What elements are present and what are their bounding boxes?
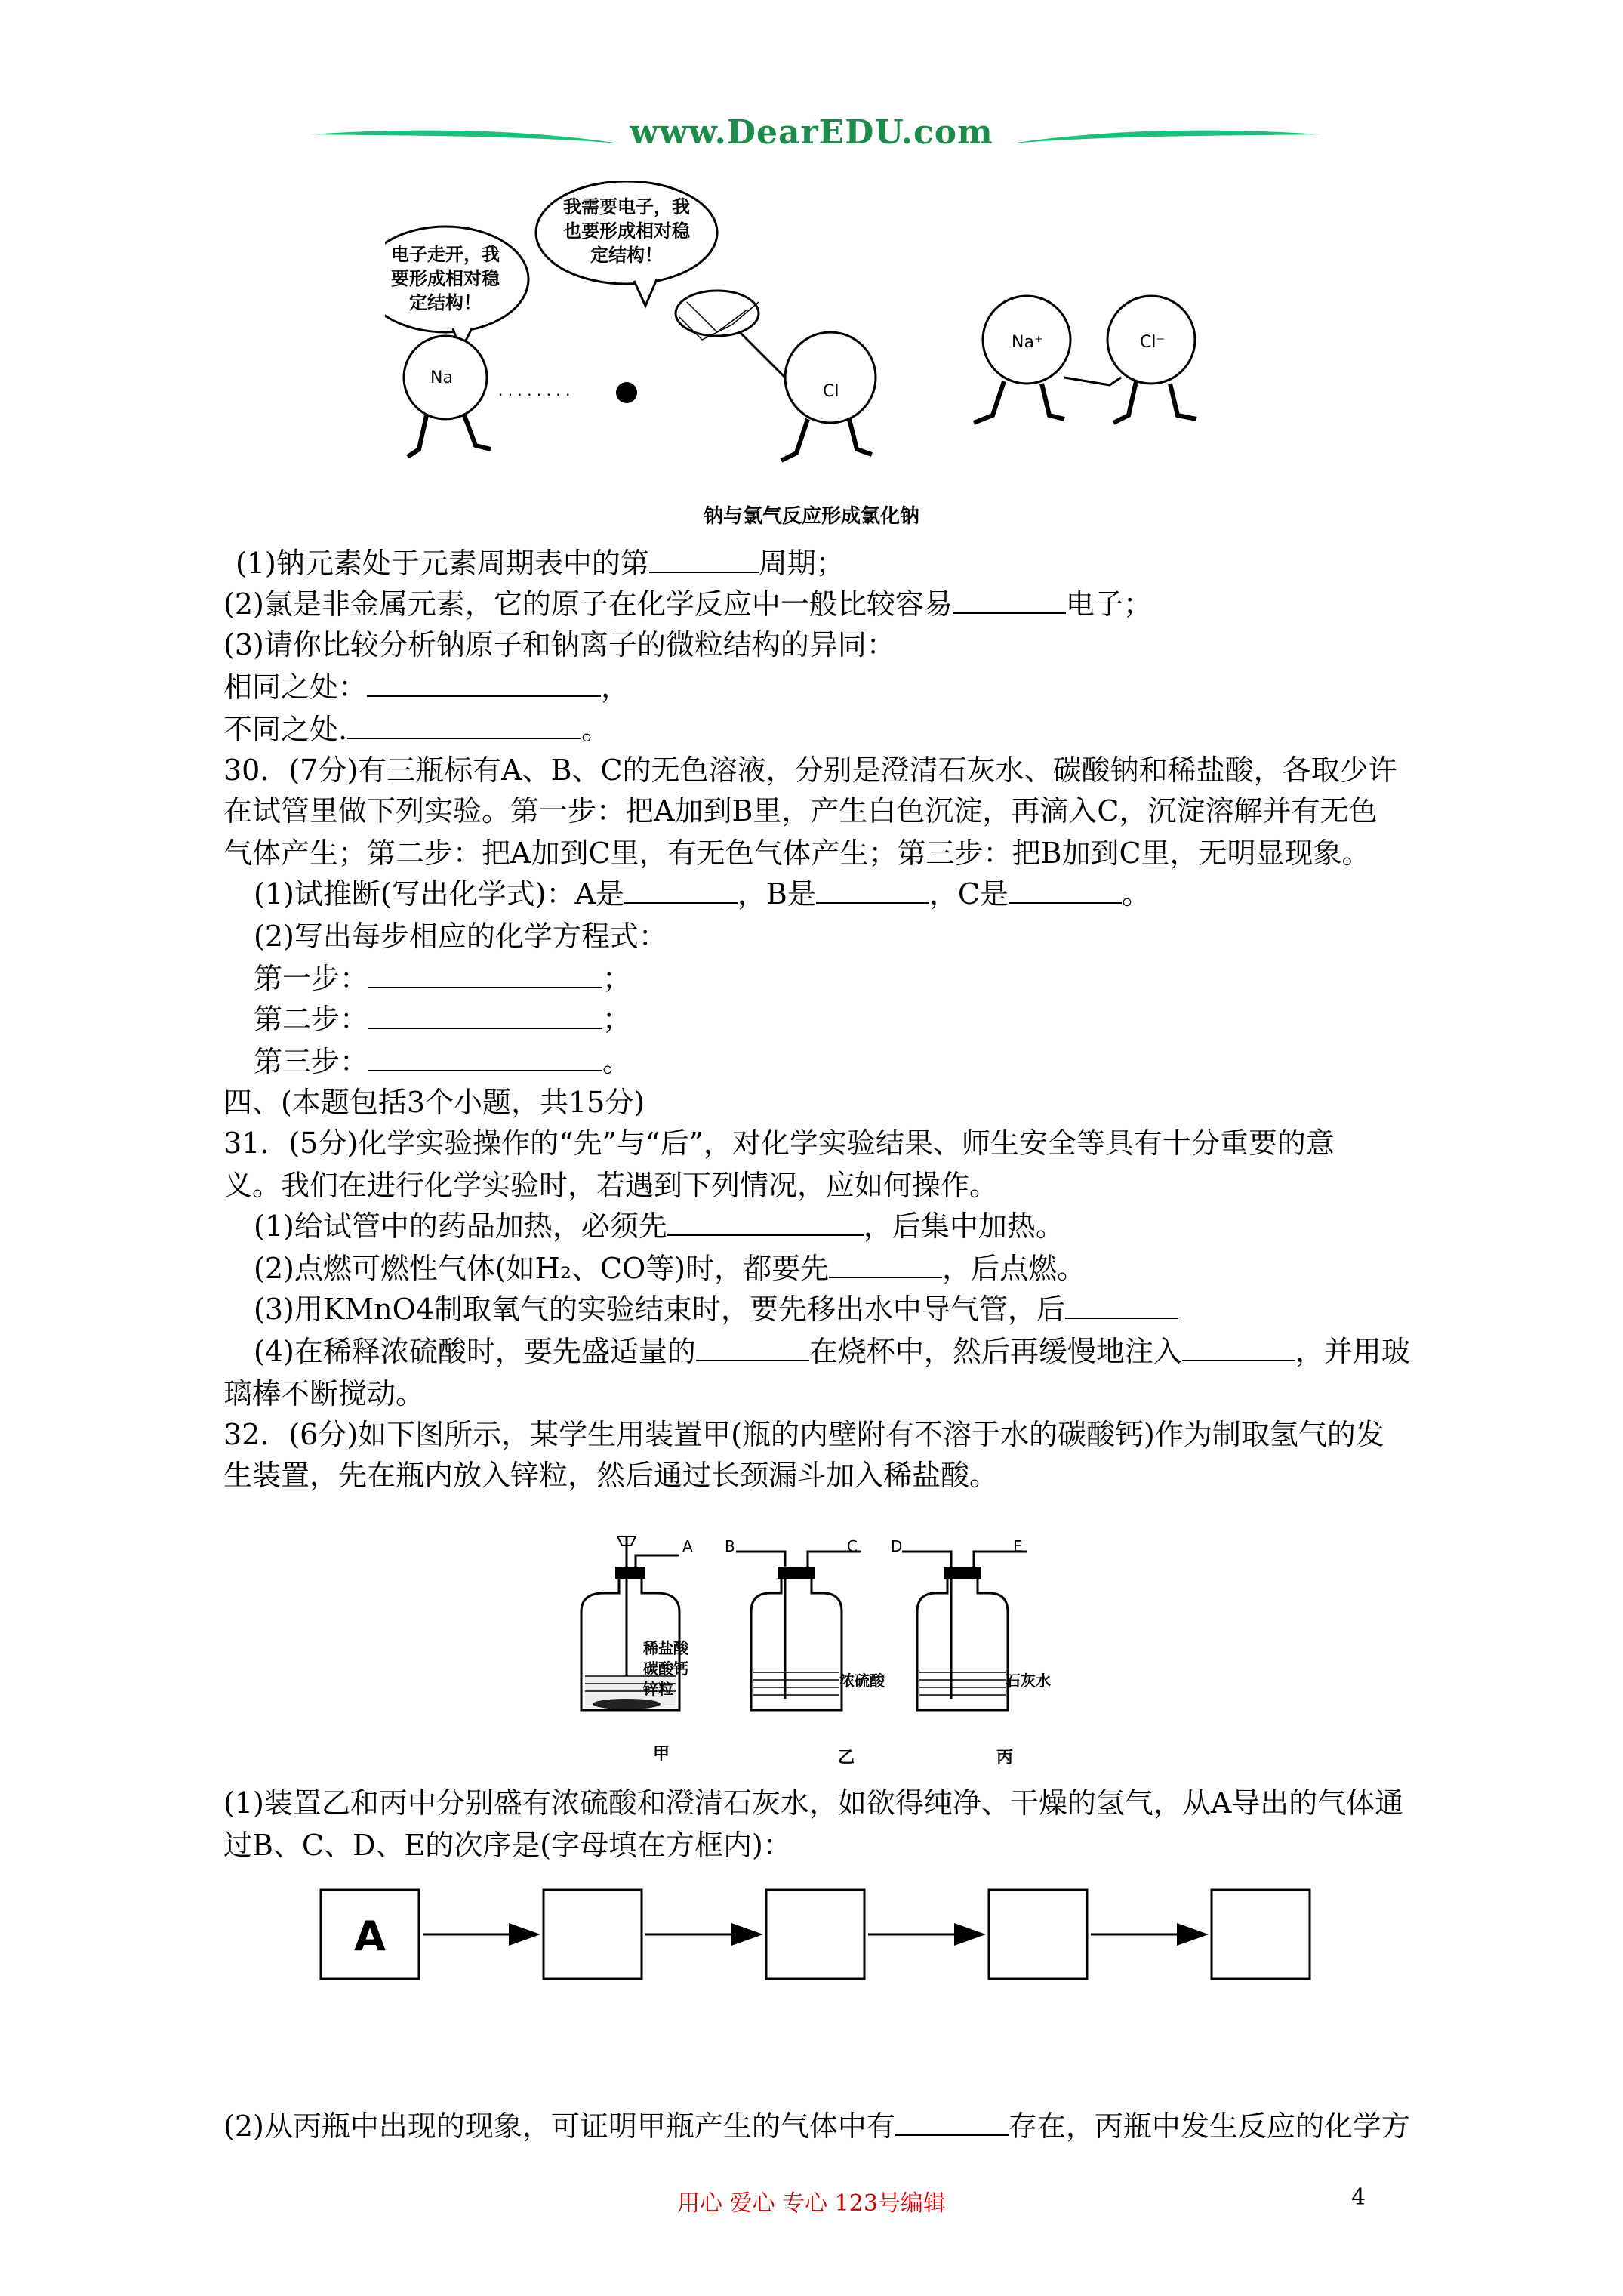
bubble-left-line3: 定结构！ (409, 292, 482, 313)
jia-label-caco3: 碳酸钙 (643, 1660, 688, 1678)
bottle-bing (891, 1537, 1051, 1710)
site-url: www.DearEDU.com (630, 113, 993, 152)
label-d: D (891, 1537, 903, 1555)
q31-item4-cont: 璃棒不断搅动。 (223, 1377, 425, 1410)
figure-caption: 钠与氯气反应形成氯化钠 (703, 505, 919, 528)
q31-item2: (2)点燃可燃性气体(如H₂、CO等)时，都要先 ，后点燃。 (254, 1252, 1086, 1285)
q32-part2: (2)从丙瓶中出现的现象，可证明甲瓶产生的气体中有 存在，丙瓶中发生反应的化学方 (223, 2110, 1410, 2143)
ion-pair-cartoon (959, 264, 1230, 461)
cl-atom-character (785, 332, 876, 423)
cl-label: Cl (823, 382, 839, 401)
label-b: B (725, 1537, 735, 1555)
q32-line2: 生装置，先在瓶内放入锌粒，然后通过长颈漏斗加入稀盐酸。 (223, 1459, 999, 1492)
bubble-left-line2: 要形成相对稳 (391, 268, 500, 289)
label-a: A (682, 1537, 693, 1555)
flow-box-a-label: A (354, 1912, 386, 1960)
q31-line1: 31．(5分)化学实验操作的“先”与“后”，对化学实验结果、师生安全等具有十分重要的意 (223, 1126, 1335, 1160)
q32-part1-line1: (1)装置乙和丙中分别盛有浓硫酸和澄清石灰水，如欲得纯净、干燥的氢气，从A导出的气体通 (223, 1786, 1404, 1820)
electron-icon (616, 382, 637, 403)
flow-sequence (317, 1886, 1321, 1984)
flow-box-3[interactable] (989, 1890, 1087, 1979)
page-number: 4 (1351, 2184, 1366, 2211)
q31-line2: 义。我们在进行化学实验时，若遇到下列情况，应如何操作。 (223, 1169, 999, 1202)
q30-step3: 第三步： 。 (254, 1045, 632, 1078)
bing-label-limewater: 石灰水 (1006, 1672, 1051, 1690)
section-4-heading: 四、(本题包括3个小题，共15分) (223, 1086, 645, 1119)
flow-box-2[interactable] (766, 1890, 864, 1979)
q29-diff: 不同之处. 。 (223, 713, 611, 746)
q31-item1: (1)给试管中的药品加热，必须先 ，后集中加热。 (254, 1210, 1064, 1243)
cl-ion-label: Cl⁻ (1140, 333, 1166, 352)
q30-line2: 在试管里做下列实验。第一步：把A加到B里，产生白色沉淀，再滴入C，沉淀溶解并有无色 (223, 794, 1378, 827)
q30-line3: 气体产生；第二步：把A加到C里，有无色气体产生；第三步：把B加到C里，无明显现象。 (223, 837, 1371, 870)
label-c: C (847, 1537, 858, 1555)
q29-part3: (3)请你比较分析钠原子和钠离子的微粒结构的异同： (223, 628, 895, 661)
footer-text: 用心 爱心 专心 123号编辑 (677, 2190, 946, 2217)
q31-item4: (4)在稀释浓硫酸时，要先盛适量的 在烧杯中，然后再缓慢地注入 ，并用玻 (254, 1335, 1410, 1368)
q29-part1: (1)钠元素处于元素周期表中的第 周期； (236, 547, 845, 580)
flow-box-4[interactable] (1212, 1890, 1310, 1979)
bubble-right-line1: 我需要电子，我 (563, 196, 690, 217)
jia-label-zinc: 锌粒 (643, 1680, 673, 1698)
q29-part2: (2)氯是非金属元素，它的原子在化学反应中一般比较容易 电子； (223, 587, 1152, 621)
name-bing: 丙 (996, 1749, 1014, 1767)
bottle-jia (581, 1536, 693, 1710)
q31-item3: (3)用KMnO4制取氧气的实验结束时，要先移出水中导气管，后 (254, 1290, 1178, 1329)
q29-same: 相同之处： ， (223, 670, 630, 704)
sodium-chlorine-cartoon (385, 181, 929, 483)
q30-step1: 第一步： ； (254, 962, 632, 995)
yi-label-acid: 浓硫酸 (839, 1672, 885, 1690)
jia-label-hcl: 稀盐酸 (643, 1639, 688, 1657)
q32-part1-line2: 过B、C、D、E的次序是(字母填在方框内)： (223, 1829, 792, 1862)
bubble-right-line2: 也要形成相对稳 (563, 220, 690, 242)
q32-line1: 32．(6分)如下图所示，某学生用装置甲(瓶的内壁附有不溶于水的碳酸钙)作为制取氢气的发 (223, 1418, 1384, 1451)
q30-step2: 第二步： ； (254, 1003, 632, 1036)
apparatus-figure (551, 1529, 1079, 1778)
svg-text:· · · · · · · ·: · · · · · · · · (498, 386, 571, 404)
bubble-left-line1: 电子走开，我 (391, 244, 500, 265)
bubble-right-line3: 定结构！ (590, 245, 663, 266)
q30-line1: 30．(7分)有三瓶标有A、B、C的无色溶液，分别是澄清石灰水、碳酸钠和稀盐酸，各取少许 (223, 754, 1397, 787)
na-ion-label: Na⁺ (1012, 333, 1043, 352)
q30-sub2: (2)写出每步相应的化学方程式： (254, 920, 667, 953)
flow-box-1[interactable] (544, 1890, 642, 1979)
label-e: E (1013, 1537, 1023, 1555)
name-yi: 乙 (838, 1749, 855, 1767)
bottle-yi (725, 1537, 885, 1710)
na-label: Na (430, 368, 453, 387)
name-jia: 甲 (653, 1745, 670, 1764)
q30-sub1: (1)试推断(写出化学式)：A是 ，B是 ，C是 。 (254, 877, 1150, 911)
